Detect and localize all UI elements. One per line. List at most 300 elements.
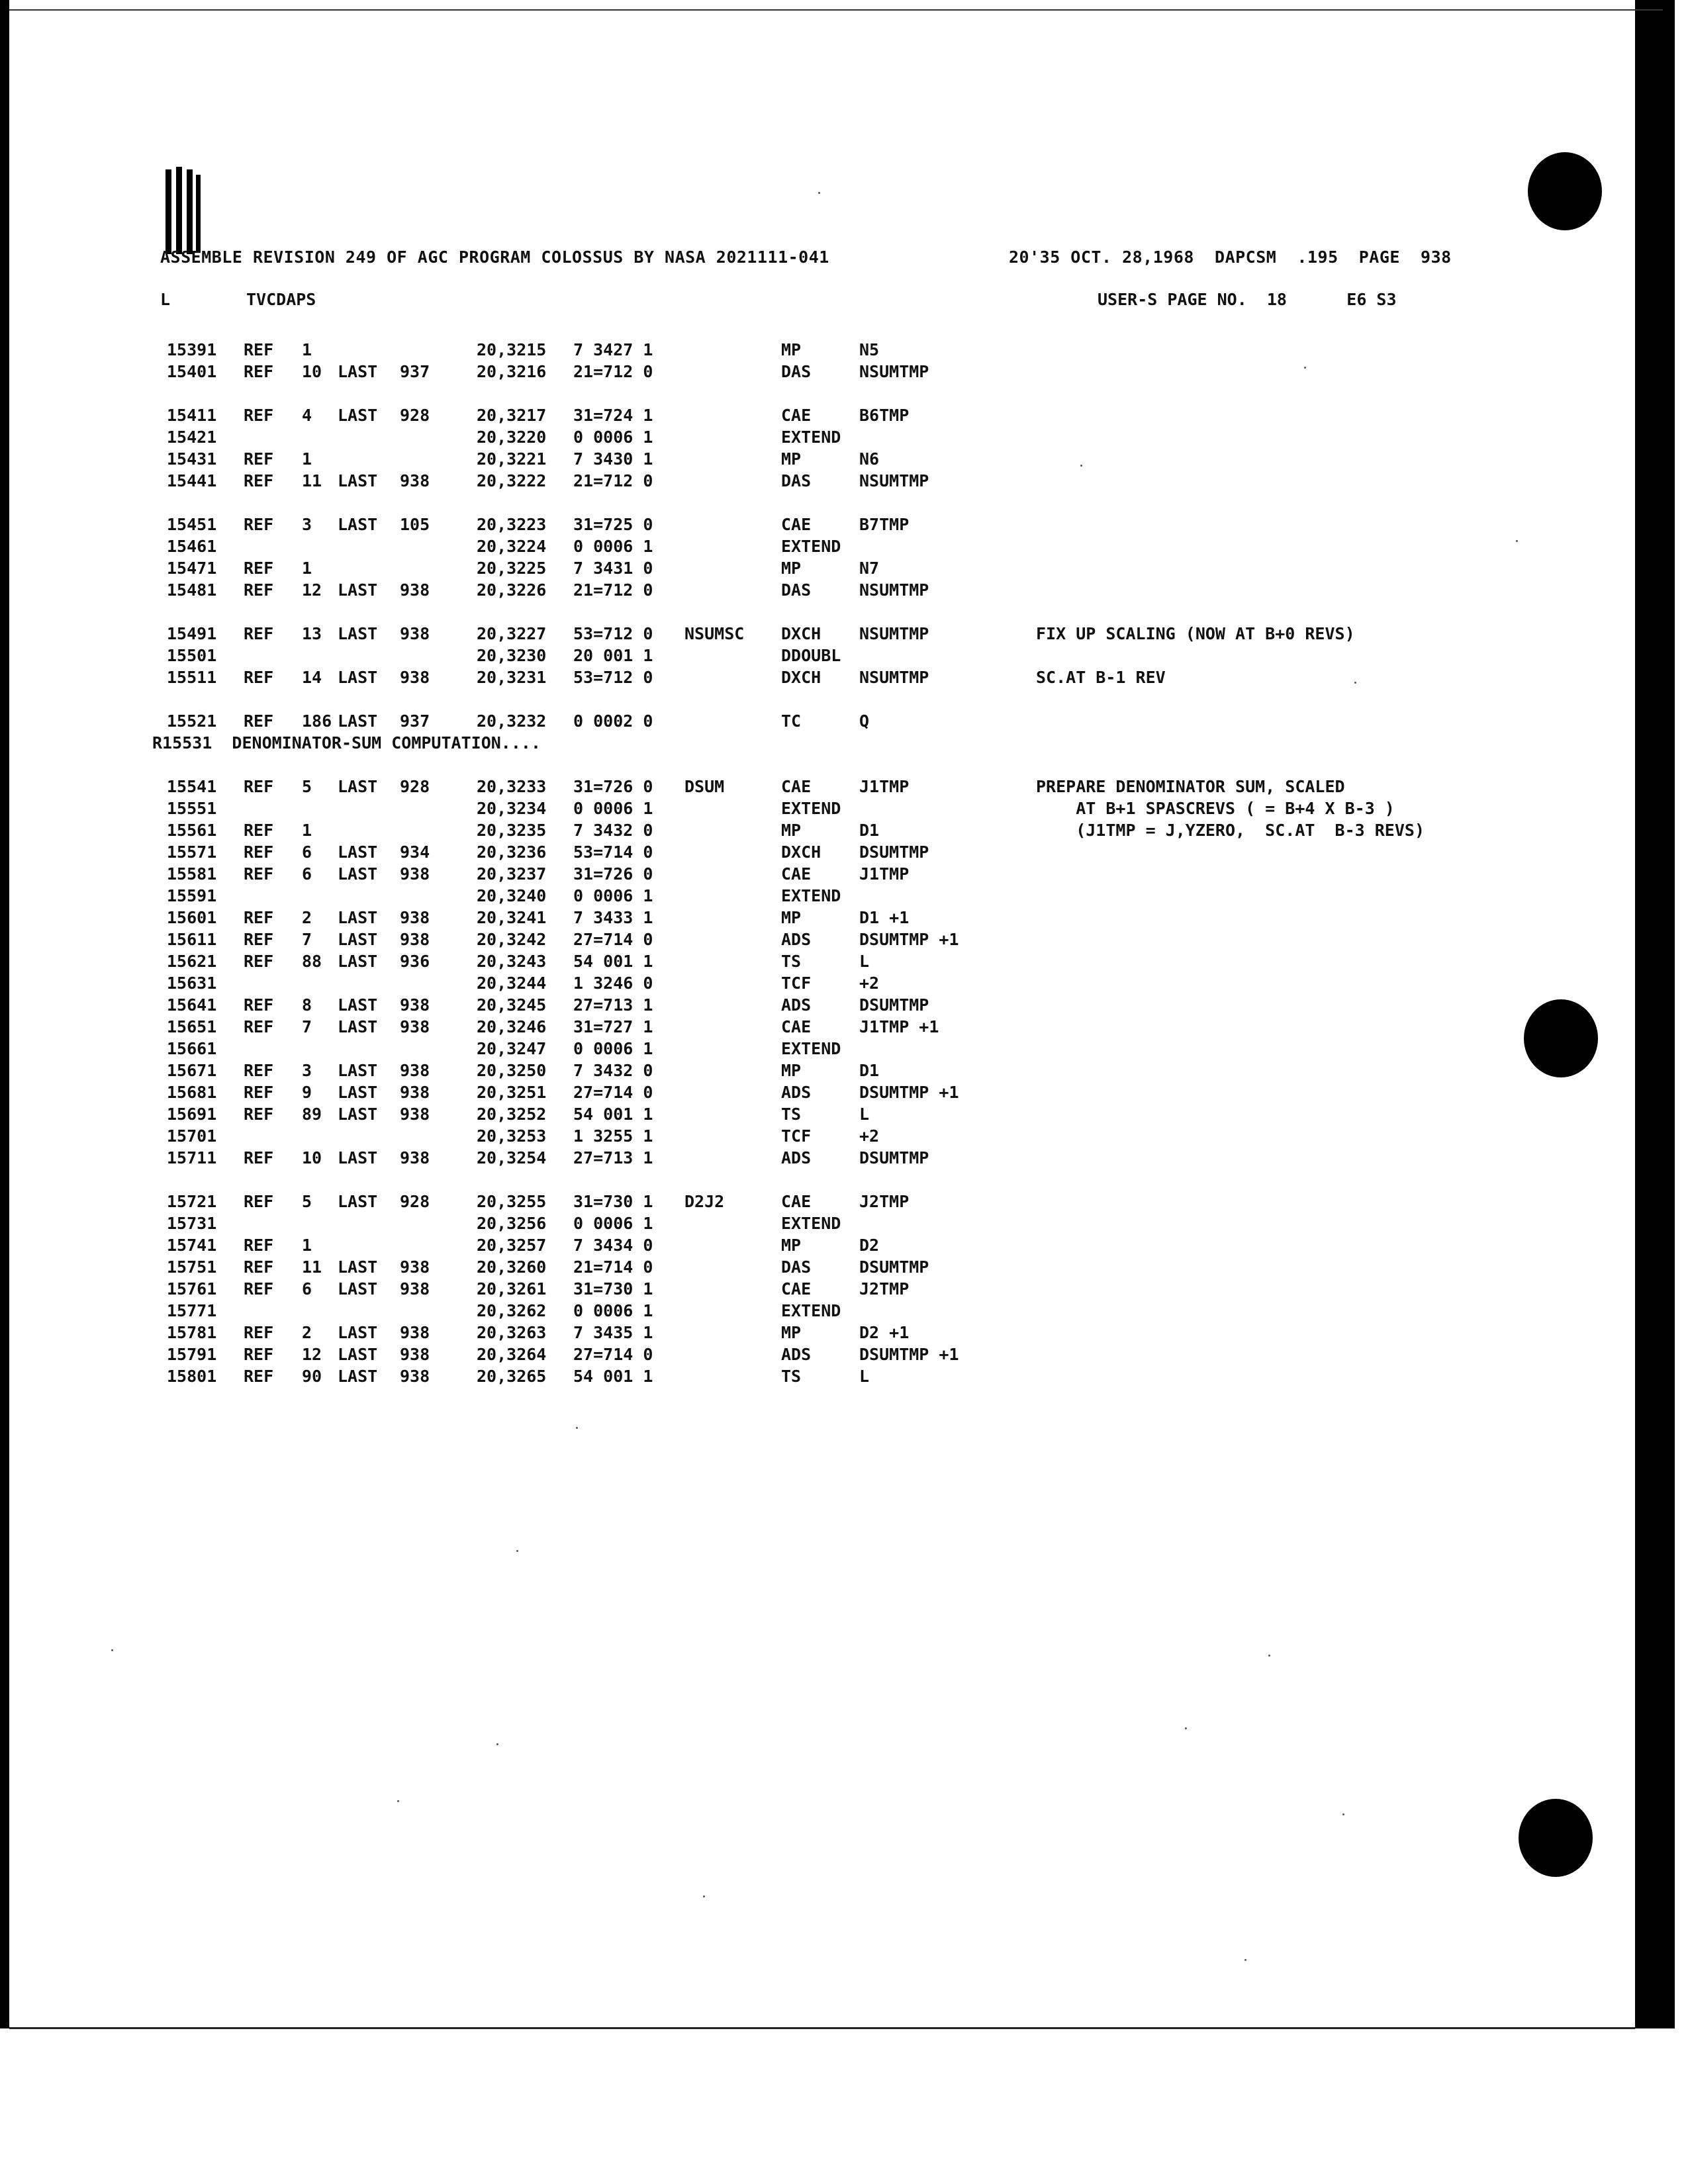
address: 20,3222 (477, 471, 547, 490)
last-marker: LAST (338, 1017, 378, 1036)
ref-marker: REF (244, 1192, 274, 1211)
address: 20,3220 (477, 428, 547, 447)
listing-log-section-name: TVCDAPS (246, 290, 316, 309)
object-code: 0 0002 0 (573, 711, 653, 731)
last-page: 938 (400, 1345, 430, 1364)
last-marker: LAST (338, 471, 378, 490)
last-page: 938 (400, 471, 430, 490)
ref-count: 7 (302, 930, 312, 949)
listing-row (0, 1126, 1589, 1148)
opcode: CAE (781, 515, 812, 534)
address: 20,3244 (477, 974, 547, 993)
address: 20,3230 (477, 646, 547, 665)
address: 20,3251 (477, 1083, 547, 1102)
listing-row (0, 1257, 1589, 1279)
address: 20,3236 (477, 842, 547, 862)
last-page: 937 (400, 711, 430, 731)
listing-row (0, 995, 1589, 1017)
last-page: 934 (400, 842, 430, 862)
listing-row (0, 1083, 1589, 1104)
last-page: 938 (400, 1323, 430, 1342)
object-code: 53=712 0 (573, 668, 653, 687)
object-code: 0 0006 1 (573, 1214, 653, 1233)
listing-log-section-flag: L (160, 290, 171, 309)
last-marker: LAST (338, 1323, 378, 1342)
last-marker: LAST (338, 842, 378, 862)
last-page: 938 (400, 864, 430, 884)
address: 20,3256 (477, 1214, 547, 1233)
listing-row (0, 1017, 1589, 1038)
comment: SC.AT B-1 REV (1036, 668, 1166, 687)
last-page: 938 (400, 930, 430, 949)
address: 20,3261 (477, 1279, 547, 1298)
object-code: 27=714 0 (573, 1345, 653, 1364)
ref-marker: REF (244, 821, 274, 840)
last-marker: LAST (338, 711, 378, 731)
address: 20,3262 (477, 1301, 547, 1320)
ref-count: 1 (302, 821, 312, 840)
operand: DSUMTMP (859, 1257, 929, 1277)
opcode: MP (781, 449, 802, 469)
opcode: DAS (781, 1257, 812, 1277)
comment: AT B+1 SPASCREVS ( = B+4 X B-3 ) (1036, 799, 1395, 818)
operand: J1TMP (859, 777, 910, 796)
object-code: 0 0006 1 (573, 886, 653, 905)
operand: J1TMP +1 (859, 1017, 939, 1036)
last-marker: LAST (338, 406, 378, 425)
line-number: 15681 (167, 1083, 217, 1102)
operand: L (859, 952, 870, 971)
listing-row (0, 668, 1589, 689)
ref-count: 2 (302, 1323, 312, 1342)
ref-count: 8 (302, 995, 312, 1015)
line-number: 15551 (167, 799, 217, 818)
address: 20,3246 (477, 1017, 547, 1036)
opcode: EXTEND (781, 537, 841, 556)
ref-count: 6 (302, 842, 312, 862)
ref-marker: REF (244, 1279, 274, 1298)
address: 20,3223 (477, 515, 547, 534)
line-number: 15641 (167, 995, 217, 1015)
opcode: ADS (781, 930, 812, 949)
ref-count: 1 (302, 1236, 312, 1255)
ref-count: 6 (302, 1279, 312, 1298)
object-code: 0 0006 1 (573, 799, 653, 818)
operand: N7 (859, 559, 880, 578)
object-code: 7 3430 1 (573, 449, 653, 469)
ref-marker: REF (244, 952, 274, 971)
line-number: 15611 (167, 930, 217, 949)
object-code: 7 3427 1 (573, 340, 653, 359)
ref-marker: REF (244, 362, 274, 381)
ref-count: 6 (302, 864, 312, 884)
address: 20,3245 (477, 995, 547, 1015)
listing-row (0, 711, 1589, 733)
last-marker: LAST (338, 1148, 378, 1167)
listing-row (0, 930, 1589, 951)
line-number: 15721 (167, 1192, 217, 1211)
listing-row (0, 1214, 1589, 1235)
object-code: 27=714 0 (573, 930, 653, 949)
object-code: 31=727 1 (573, 1017, 653, 1036)
line-number: 15791 (167, 1345, 217, 1364)
ref-marker: REF (244, 580, 274, 600)
operand: D1 (859, 1061, 880, 1080)
object-code: 21=714 0 (573, 1257, 653, 1277)
line-number: 15391 (167, 340, 217, 359)
last-marker: LAST (338, 930, 378, 949)
address: 20,3226 (477, 580, 547, 600)
last-page: 105 (400, 515, 430, 534)
operand: NSUMTMP (859, 471, 929, 490)
listing-row (0, 1279, 1589, 1300)
object-code: 31=726 0 (573, 864, 653, 884)
last-page: 938 (400, 1257, 430, 1277)
line-number: 15671 (167, 1061, 217, 1080)
address: 20,3217 (477, 406, 547, 425)
ref-count: 186 (302, 711, 332, 731)
listing-row (0, 886, 1589, 907)
listing-row (0, 1148, 1589, 1169)
opcode: ADS (781, 1345, 812, 1364)
listing-row (0, 362, 1589, 383)
opcode: DXCH (781, 842, 821, 862)
line-number: 15601 (167, 908, 217, 927)
last-marker: LAST (338, 952, 378, 971)
line-number: 15561 (167, 821, 217, 840)
last-marker: LAST (338, 1279, 378, 1298)
object-code: 7 3432 0 (573, 1061, 653, 1080)
operand: DSUMTMP (859, 995, 929, 1015)
ref-marker: REF (244, 1345, 274, 1364)
address: 20,3221 (477, 449, 547, 469)
opcode: DAS (781, 580, 812, 600)
operand: B6TMP (859, 406, 910, 425)
opcode: DAS (781, 362, 812, 381)
opcode: TCF (781, 974, 812, 993)
object-code: 54 001 1 (573, 952, 653, 971)
object-code: 53=712 0 (573, 624, 653, 643)
object-code: 31=724 1 (573, 406, 653, 425)
section-comment-row (0, 733, 1589, 754)
line-number: 15431 (167, 449, 217, 469)
ref-count: 4 (302, 406, 312, 425)
address: 20,3224 (477, 537, 547, 556)
address: 20,3240 (477, 886, 547, 905)
object-code: 0 0006 1 (573, 1039, 653, 1058)
last-page: 928 (400, 777, 430, 796)
opcode: TC (781, 711, 802, 731)
line-number: 15451 (167, 515, 217, 534)
listing-header-date-page: 20'35 OCT. 28,1968 DAPCSM .195 PAGE 938 (1009, 248, 1452, 267)
last-page: 938 (400, 1017, 430, 1036)
last-page: 938 (400, 1061, 430, 1080)
operand: NSUMTMP (859, 624, 929, 643)
listing-row (0, 1236, 1589, 1257)
ref-count: 3 (302, 515, 312, 534)
symbol-label: NSUMSC (684, 624, 745, 643)
punch-hole-top (1528, 152, 1602, 230)
address: 20,3247 (477, 1039, 547, 1058)
opcode: CAE (781, 864, 812, 884)
listing-row (0, 952, 1589, 973)
line-number: 15661 (167, 1039, 217, 1058)
ref-marker: REF (244, 515, 274, 534)
listing-row (0, 449, 1589, 471)
opcode: MP (781, 1323, 802, 1342)
opcode: EXTEND (781, 1214, 841, 1233)
object-code: 27=713 1 (573, 1148, 653, 1167)
opcode: MP (781, 1061, 802, 1080)
line-number: 15621 (167, 952, 217, 971)
opcode: DDOUBL (781, 646, 841, 665)
ref-marker: REF (244, 930, 274, 949)
ref-count: 90 (302, 1367, 322, 1386)
line-number: 15651 (167, 1017, 217, 1036)
operand: +2 (859, 974, 880, 993)
last-page: 938 (400, 1105, 430, 1124)
ref-count: 12 (302, 580, 322, 600)
object-code: 21=712 0 (573, 471, 653, 490)
address: 20,3233 (477, 777, 547, 796)
object-code: 7 3431 0 (573, 559, 653, 578)
ref-count: 88 (302, 952, 322, 971)
object-code: 54 001 1 (573, 1367, 653, 1386)
listing-row (0, 624, 1589, 645)
listing-row (0, 428, 1589, 449)
opcode: MP (781, 821, 802, 840)
last-marker: LAST (338, 1105, 378, 1124)
object-code: 54 001 1 (573, 1105, 653, 1124)
operand: D2 +1 (859, 1323, 910, 1342)
object-code: 7 3432 0 (573, 821, 653, 840)
address: 20,3250 (477, 1061, 547, 1080)
last-marker: LAST (338, 864, 378, 884)
opcode: ADS (781, 1148, 812, 1167)
last-marker: LAST (338, 1083, 378, 1102)
ref-count: 2 (302, 908, 312, 927)
listing-row (0, 799, 1589, 820)
opcode: CAE (781, 777, 812, 796)
object-code: 31=730 1 (573, 1192, 653, 1211)
address: 20,3263 (477, 1323, 547, 1342)
last-page: 938 (400, 624, 430, 643)
ref-marker: REF (244, 1083, 274, 1102)
ref-marker: REF (244, 1257, 274, 1277)
operand: B7TMP (859, 515, 910, 534)
operand: DSUMTMP +1 (859, 930, 959, 949)
opcode: MP (781, 908, 802, 927)
listing-row (0, 559, 1589, 580)
object-code: 7 3435 1 (573, 1323, 653, 1342)
paper-edge-bottom (9, 2027, 1635, 2029)
listing-row (0, 1367, 1589, 1388)
line-number: 15501 (167, 646, 217, 665)
ref-marker: REF (244, 624, 274, 643)
line-number: 15761 (167, 1279, 217, 1298)
last-marker: LAST (338, 668, 378, 687)
last-page: 937 (400, 362, 430, 381)
address: 20,3253 (477, 1126, 547, 1146)
ref-count: 89 (302, 1105, 322, 1124)
listing-row (0, 1061, 1589, 1082)
address: 20,3265 (477, 1367, 547, 1386)
listing-row (0, 864, 1589, 886)
opcode: EXTEND (781, 1039, 841, 1058)
operand: L (859, 1105, 870, 1124)
operand: Q (859, 711, 870, 731)
listing-header-title: ASSEMBLE REVISION 249 OF AGC PROGRAM COLOSSUS BY NASA 2021111-041 (160, 248, 829, 267)
operand: DSUMTMP (859, 1148, 929, 1167)
last-page: 938 (400, 908, 430, 927)
last-marker: LAST (338, 515, 378, 534)
listing-row (0, 406, 1589, 427)
listing-row (0, 646, 1589, 667)
ref-count: 1 (302, 449, 312, 469)
scan-border-right (1635, 0, 1675, 2028)
line-number: 15631 (167, 974, 217, 993)
object-code: 7 3433 1 (573, 908, 653, 927)
ref-marker: REF (244, 842, 274, 862)
ref-marker: REF (244, 1061, 274, 1080)
line-number: 15581 (167, 864, 217, 884)
object-code: 20 001 1 (573, 646, 653, 665)
ref-count: 7 (302, 1017, 312, 1036)
line-number: 15691 (167, 1105, 217, 1124)
last-page: 936 (400, 952, 430, 971)
operand: D2 (859, 1236, 880, 1255)
opcode: EXTEND (781, 799, 841, 818)
address: 20,3252 (477, 1105, 547, 1124)
object-code: 0 0006 1 (573, 428, 653, 447)
ref-marker: REF (244, 1148, 274, 1167)
line-number: 15521 (167, 711, 217, 731)
opcode: TS (781, 1367, 802, 1386)
address: 20,3234 (477, 799, 547, 818)
operand: N5 (859, 340, 880, 359)
opcode: ADS (781, 995, 812, 1015)
last-marker: LAST (338, 580, 378, 600)
object-code: 31=725 0 (573, 515, 653, 534)
operand: NSUMTMP (859, 580, 929, 600)
line-number: 15571 (167, 842, 217, 862)
object-code: 53=714 0 (573, 842, 653, 862)
operand: DSUMTMP (859, 842, 929, 862)
last-page: 938 (400, 668, 430, 687)
operand: D1 (859, 821, 880, 840)
ref-marker: REF (244, 1236, 274, 1255)
address: 20,3257 (477, 1236, 547, 1255)
ref-count: 1 (302, 559, 312, 578)
ref-marker: REF (244, 449, 274, 469)
ref-marker: REF (244, 1323, 274, 1342)
address: 20,3225 (477, 559, 547, 578)
ref-marker: REF (244, 908, 274, 927)
operand: N6 (859, 449, 880, 469)
comment: (J1TMP = J,YZERO, SC.AT B-3 REVS) (1036, 821, 1425, 840)
address: 20,3215 (477, 340, 547, 359)
address: 20,3237 (477, 864, 547, 884)
listing-row (0, 1323, 1589, 1344)
line-number: 15741 (167, 1236, 217, 1255)
opcode: CAE (781, 1279, 812, 1298)
operand: NSUMTMP (859, 362, 929, 381)
line-number: 15591 (167, 886, 217, 905)
last-marker: LAST (338, 362, 378, 381)
operand: L (859, 1367, 870, 1386)
line-number: 15491 (167, 624, 217, 643)
comment: FIX UP SCALING (NOW AT B+0 REVS) (1036, 624, 1355, 643)
object-code: 31=726 0 (573, 777, 653, 796)
opcode: TCF (781, 1126, 812, 1146)
address: 20,3255 (477, 1192, 547, 1211)
line-number: 15441 (167, 471, 217, 490)
object-code: 0 0006 1 (573, 537, 653, 556)
listing-row (0, 537, 1589, 558)
opcode: EXTEND (781, 428, 841, 447)
line-number: 15781 (167, 1323, 217, 1342)
last-page: 928 (400, 406, 430, 425)
address: 20,3231 (477, 668, 547, 687)
last-page: 928 (400, 1192, 430, 1211)
last-page: 938 (400, 1083, 430, 1102)
address: 20,3242 (477, 930, 547, 949)
ref-count: 13 (302, 624, 322, 643)
opcode: CAE (781, 1017, 812, 1036)
operand: J1TMP (859, 864, 910, 884)
line-number: 15711 (167, 1148, 217, 1167)
last-marker: LAST (338, 624, 378, 643)
opcode: ADS (781, 1083, 812, 1102)
object-code: 1 3255 1 (573, 1126, 653, 1146)
ref-count: 3 (302, 1061, 312, 1080)
line-number: 15481 (167, 580, 217, 600)
address: 20,3243 (477, 952, 547, 971)
object-code: 31=730 1 (573, 1279, 653, 1298)
opcode: DXCH (781, 668, 821, 687)
line-number: 15401 (167, 362, 217, 381)
operand: D1 +1 (859, 908, 910, 927)
ref-count: 10 (302, 1148, 322, 1167)
line-number: 15801 (167, 1367, 217, 1386)
listing-row (0, 471, 1589, 492)
ref-marker: REF (244, 471, 274, 490)
address: 20,3264 (477, 1345, 547, 1364)
address: 20,3254 (477, 1148, 547, 1167)
ref-marker: REF (244, 1367, 274, 1386)
ref-count: 11 (302, 1257, 322, 1277)
user-page-number: USER-S PAGE NO. 18 E6 S3 (1098, 290, 1397, 309)
line-number: 15701 (167, 1126, 217, 1146)
symbol-label: DSUM (684, 777, 725, 796)
last-marker: LAST (338, 995, 378, 1015)
opcode: EXTEND (781, 1301, 841, 1320)
line-number: 15461 (167, 537, 217, 556)
listing-row (0, 1345, 1589, 1366)
line-number: 15731 (167, 1214, 217, 1233)
listing-row (0, 974, 1589, 995)
object-code: 27=714 0 (573, 1083, 653, 1102)
address: 20,3235 (477, 821, 547, 840)
ref-count: 14 (302, 668, 322, 687)
symbol-label: D2J2 (684, 1192, 725, 1211)
opcode: DAS (781, 471, 812, 490)
ref-count: 1 (302, 340, 312, 359)
ref-count: 12 (302, 1345, 322, 1364)
object-code: 21=712 0 (573, 362, 653, 381)
paper-edge-top (9, 9, 1663, 11)
ref-marker: REF (244, 668, 274, 687)
